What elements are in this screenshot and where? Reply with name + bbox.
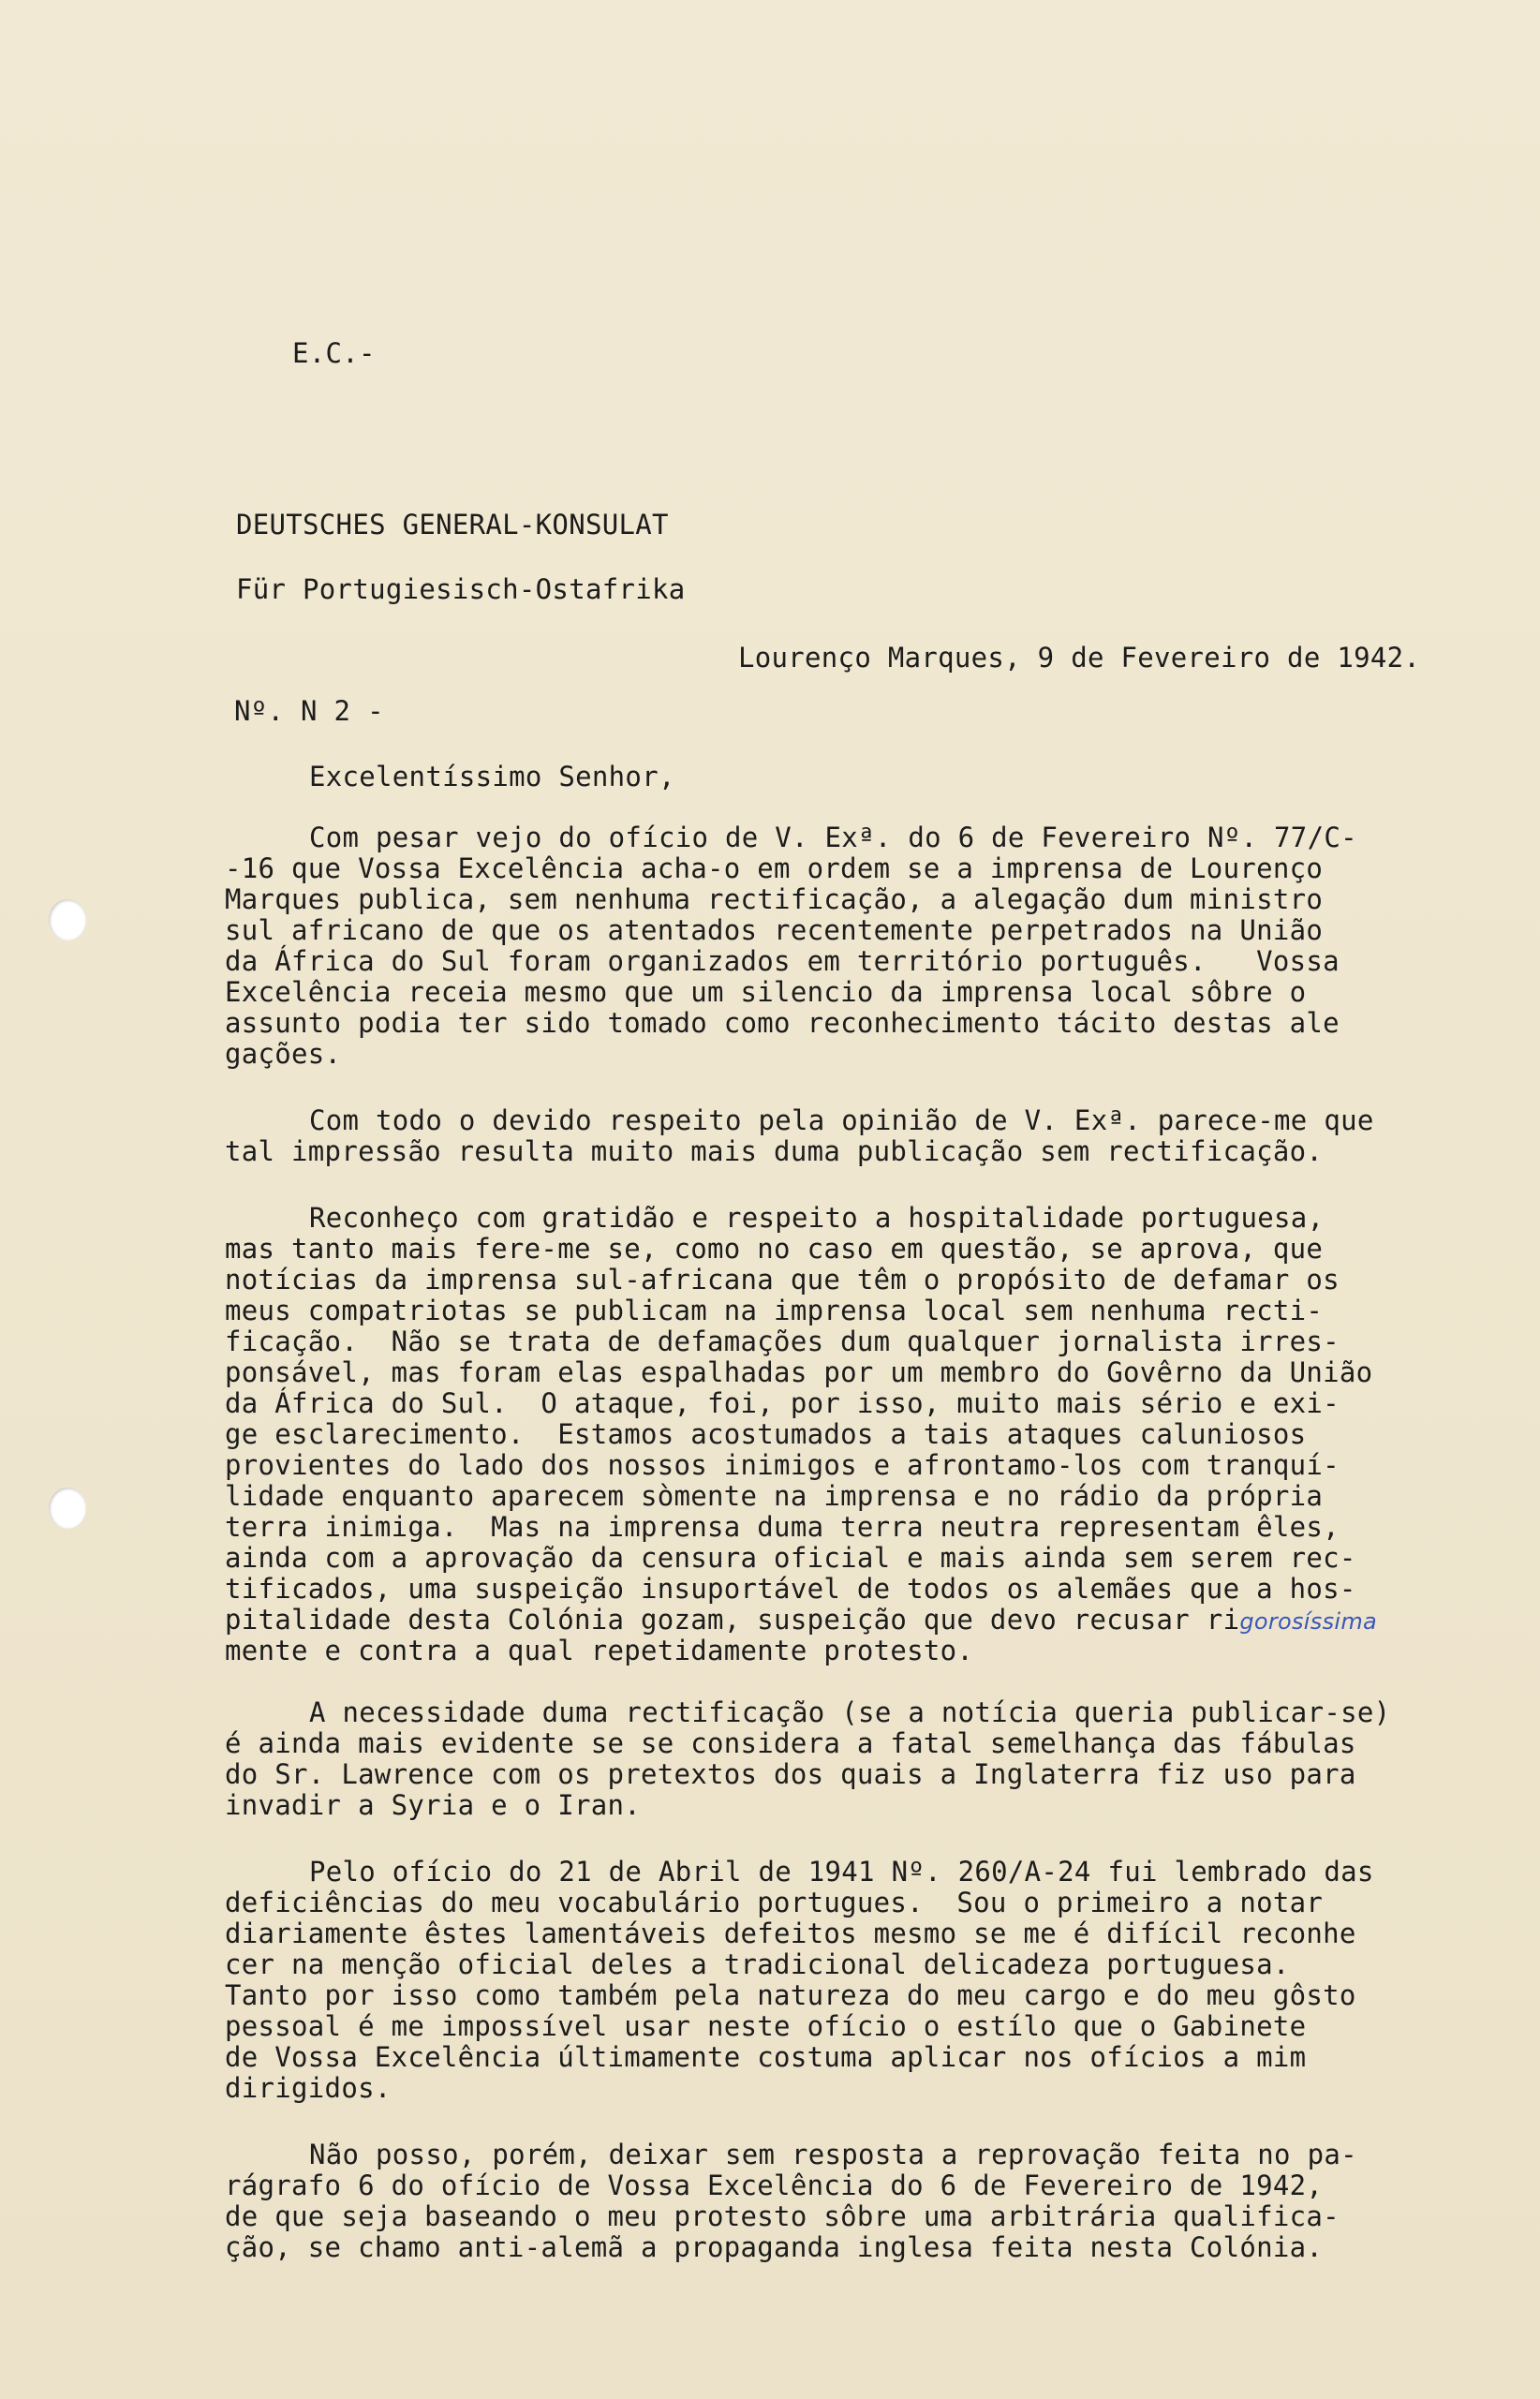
text-line: -16 que Vossa Excelência acha-o em ordem se a imprensa de Lourenço [225, 852, 1324, 884]
text-line: pitalidade desta Colónia gozam, suspeição que devo recusar ri [225, 1604, 1240, 1636]
sender-heading: DEUTSCHES GENERAL-KONSULAT [236, 509, 669, 541]
text-line: ção, se chamo anti-alemã a propaganda inglesa feita nesta Colónia. [225, 2231, 1324, 2263]
reference-mark: E.C.- [292, 337, 376, 369]
sender-subheading: Für Portugiesisch-Ostafrika [236, 573, 686, 605]
text-line: sul africano de que os atentados recentemente perpetrados na União [225, 914, 1324, 946]
text-line: mas tanto mais fere-me se, como no caso em questão, se aprova, que [225, 1233, 1324, 1265]
text-line: da África do Sul. O ataque, foi, por isso, muito mais sério e exi- [225, 1387, 1340, 1419]
text-line: ponsável, mas foram elas espalhadas por um membro do Govêrno da União [225, 1356, 1373, 1388]
text-line: diariamente êstes lamentáveis defeitos mesmo se me é difícil reconhe [225, 1918, 1356, 1949]
text-line: Pelo ofício do 21 de Abril de 1941 Nº. 260/A-24 fui lembrado das [309, 1856, 1374, 1888]
text-line: lidade enquanto aparecem sòmente na imprensa e no rádio da própria [225, 1480, 1324, 1512]
text-line: assunto podia ter sido tomado como reconhecimento tácito destas ale [225, 1007, 1340, 1039]
text-line: tificados, uma suspeição insuportável de todos os alemães que a hos- [225, 1573, 1356, 1605]
text-line: provientes do lado dos nossos inimigos e afrontamo-los com tranquí- [225, 1449, 1340, 1481]
text-line: Excelência receia mesmo que um silencio da imprensa local sôbre o [225, 976, 1307, 1008]
handwritten-correction: gorosíssima [1239, 1608, 1378, 1635]
text-line: mente e contra a qual repetidamente protesto. [225, 1635, 974, 1666]
text-line: dirigidos. [225, 2072, 392, 2104]
text-line: pessoal é me impossível usar neste ofício o estílo que o Gabinete [225, 2010, 1307, 2042]
text-line: Com todo o devido respeito pela opinião de V. Exª. parece-me que [309, 1104, 1374, 1136]
text-line: Tanto por isso como também pela natureza do meu cargo e do meu gôsto [225, 1979, 1356, 2011]
text-line: de que seja baseando o meu protesto sôbre uma arbitrária qualifica- [225, 2200, 1340, 2232]
salutation: Excelentíssimo Senhor, [309, 761, 675, 792]
text-line: Marques publica, sem nenhuma rectificação, a alegação dum ministro [225, 883, 1324, 915]
text-line: rágrafo 6 do ofício de Vossa Excelência do 6 de Fevereiro de 1942, [225, 2169, 1324, 2201]
text-line: notícias da imprensa sul-africana que têm o propósito de defamar os [225, 1264, 1340, 1296]
text-line: A necessidade duma rectificação (se a notícia queria publicar-se) [309, 1696, 1391, 1728]
text-line: do Sr. Lawrence com os pretextos dos quais a Inglaterra fiz uso para [225, 1758, 1356, 1790]
paragraph-2 [225, 1105, 1518, 1167]
paragraph-1 [225, 822, 1518, 1070]
text-line: é ainda mais evidente se se considera a fatal semelhança das fábulas [225, 1727, 1356, 1759]
punch-hole-bottom [49, 1488, 86, 1529]
text-line: Reconheço com gratidão e respeito a hospitalidade portuguesa, [309, 1202, 1325, 1234]
paragraph-4 [225, 1697, 1518, 1821]
text-line: da África do Sul foram organizados em território português. Vossa [225, 945, 1340, 977]
text-line: cer na menção oficial deles a tradicional delicadeza portuguesa. [225, 1948, 1290, 1980]
document-number: Nº. N 2 - [234, 695, 384, 727]
paragraph-3 [225, 1203, 1518, 1666]
text-line: meus compatriotas se publicam na imprensa local sem nenhuma recti- [225, 1295, 1324, 1326]
text-line: deficiências do meu vocabulário portugues. Sou o primeiro a notar [225, 1887, 1324, 1918]
text-line: ainda com a aprovação da censura oficial e mais ainda sem serem rec- [225, 1542, 1356, 1574]
text-line: Não posso, porém, deixar sem resposta a reprovação feita no pa- [309, 2139, 1357, 2170]
text-line: de Vossa Excelência últimamente costuma aplicar nos ofícios a mim [225, 2041, 1307, 2073]
text-line-with-handwriting [225, 1605, 1518, 1636]
text-line: Com pesar vejo do ofício de V. Exª. do 6 de Fevereiro Nº. 77/C- [309, 822, 1357, 853]
paragraph-6 [225, 2140, 1518, 2263]
text-line: ficação. Não se trata de defamações dum qualquer jornalista irres- [225, 1325, 1340, 1357]
text-line: gações. [225, 1038, 342, 1070]
text-line: invadir a Syria e o Iran. [225, 1789, 641, 1821]
punch-hole-top [49, 899, 86, 940]
paragraph-5 [225, 1857, 1518, 2104]
text-line: terra inimiga. Mas na imprensa duma terra neutra representam êles, [225, 1511, 1340, 1543]
text-line: ge esclarecimento. Estamos acostumados a tais ataques caluniosos [225, 1418, 1307, 1450]
text-line: tal impressão resulta muito mais duma publicação sem rectificação. [225, 1135, 1324, 1167]
place-date: Lourenço Marques, 9 de Fevereiro de 1942. [738, 642, 1421, 674]
